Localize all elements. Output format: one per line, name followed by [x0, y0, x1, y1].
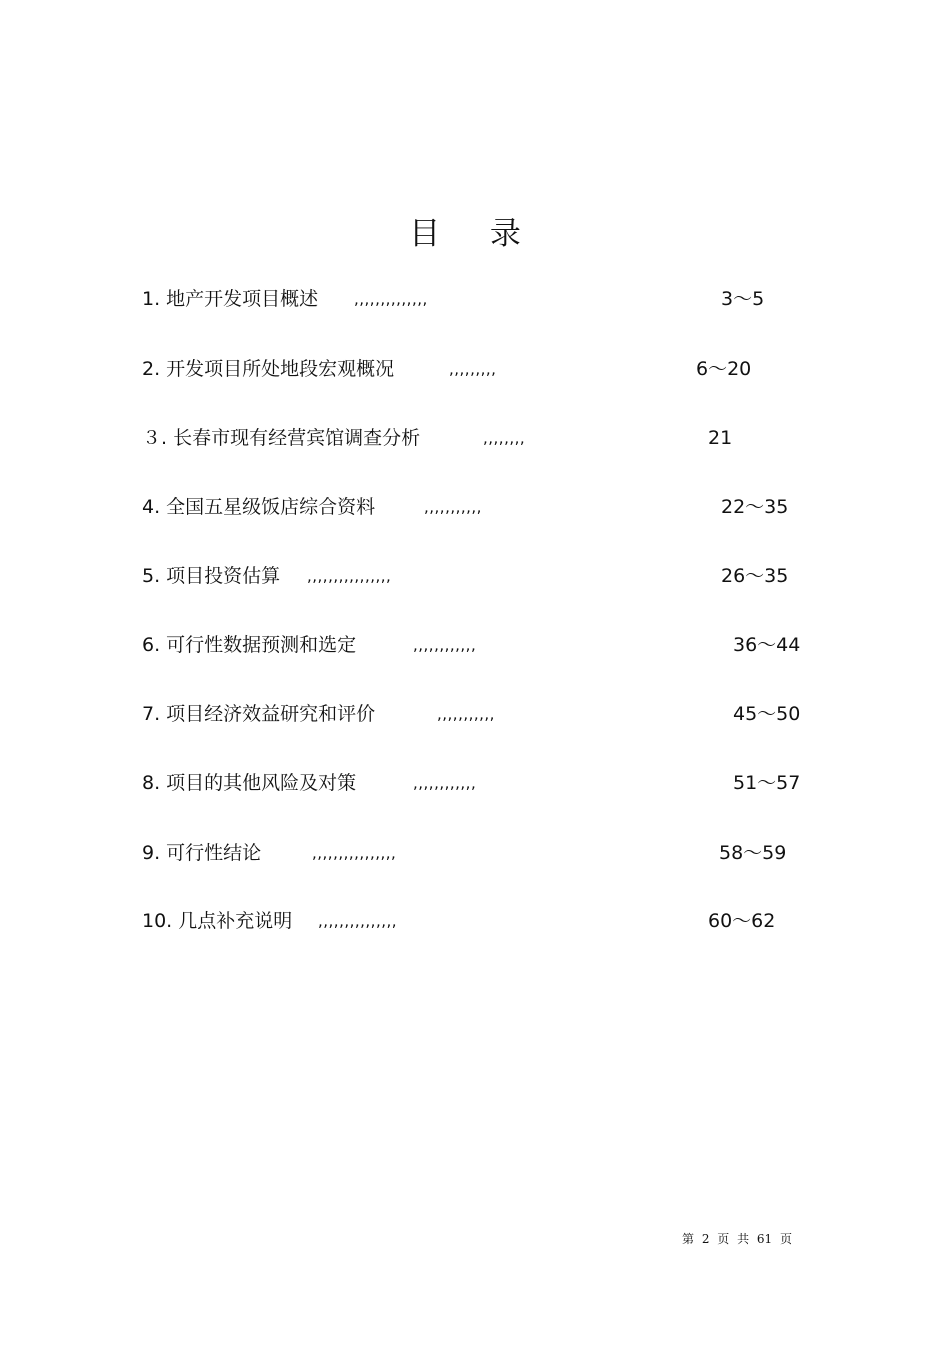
toc-entry-label: 6. 可行性数据预测和选定	[142, 634, 357, 656]
toc-entry-label: 9. 可行性结论	[142, 842, 262, 864]
toc-entry-pages: 36～44	[733, 634, 801, 656]
toc-entry-leader: ,,,,,,,,,,,	[437, 705, 495, 723]
toc-title	[0, 208, 950, 253]
toc-entry-pages: 6～20	[696, 358, 752, 380]
toc-entry-8[interactable]	[0, 768, 950, 798]
toc-entry-pages: 3～5	[721, 288, 765, 310]
toc-entry-pages: 26～35	[721, 565, 789, 587]
toc-entry-label: 10. 几点补充说明	[142, 910, 293, 932]
toc-entry-leader: ,,,,,,,,,,,,	[413, 636, 477, 654]
toc-entry-leader: ,,,,,,,,,	[449, 360, 497, 378]
toc-entry-pages: 58～59	[719, 842, 787, 864]
toc-entry-label: 5. 项目投资估算	[142, 565, 281, 587]
toc-entry-leader: ,,,,,,,,,,,,	[413, 774, 477, 792]
toc-title-text: 目 录	[409, 216, 541, 252]
toc-entry-leader: ,,,,,,,,,,,,,,,,	[312, 844, 397, 862]
toc-entry-leader: ,,,,,,,,,,,,,,,	[318, 912, 398, 930]
page-footer: 第 2 页 共 61 页	[682, 1232, 792, 1246]
toc-entry-7[interactable]	[0, 699, 950, 729]
toc-entry-5[interactable]	[0, 561, 950, 591]
toc-entry-1[interactable]	[0, 284, 950, 314]
toc-entry-label: ３. 长春市现有经营宾馆调查分析	[142, 427, 421, 449]
toc-entry-2[interactable]	[0, 354, 950, 384]
toc-entry-label: 1. 地产开发项目概述	[142, 288, 319, 310]
toc-entry-label: 7. 项目经济效益研究和评价	[142, 703, 376, 725]
toc-entry-leader: ,,,,,,,,,,,,,,,,	[307, 567, 392, 585]
toc-entry-label: 8. 项目的其他风险及对策	[142, 772, 357, 794]
toc-entry-pages: 51～57	[733, 772, 801, 794]
toc-entry-9[interactable]	[0, 838, 950, 868]
toc-entry-3[interactable]	[0, 423, 950, 453]
toc-entry-leader: ,,,,,,,,,,,	[424, 498, 482, 516]
toc-entry-10[interactable]	[0, 906, 950, 936]
toc-entry-leader: ,,,,,,,,	[483, 429, 526, 447]
toc-entry-leader: ,,,,,,,,,,,,,,	[354, 290, 428, 308]
toc-entry-6[interactable]	[0, 630, 950, 660]
toc-entry-label: 2. 开发项目所处地段宏观概况	[142, 358, 395, 380]
toc-entry-pages: 60～62	[708, 910, 776, 932]
toc-entry-pages: 21	[708, 427, 733, 449]
toc-entry-pages: 45～50	[733, 703, 801, 725]
toc-entry-pages: 22～35	[721, 496, 789, 518]
toc-entry-label: 4. 全国五星级饭店综合资料	[142, 496, 376, 518]
toc-entry-4[interactable]	[0, 492, 950, 522]
